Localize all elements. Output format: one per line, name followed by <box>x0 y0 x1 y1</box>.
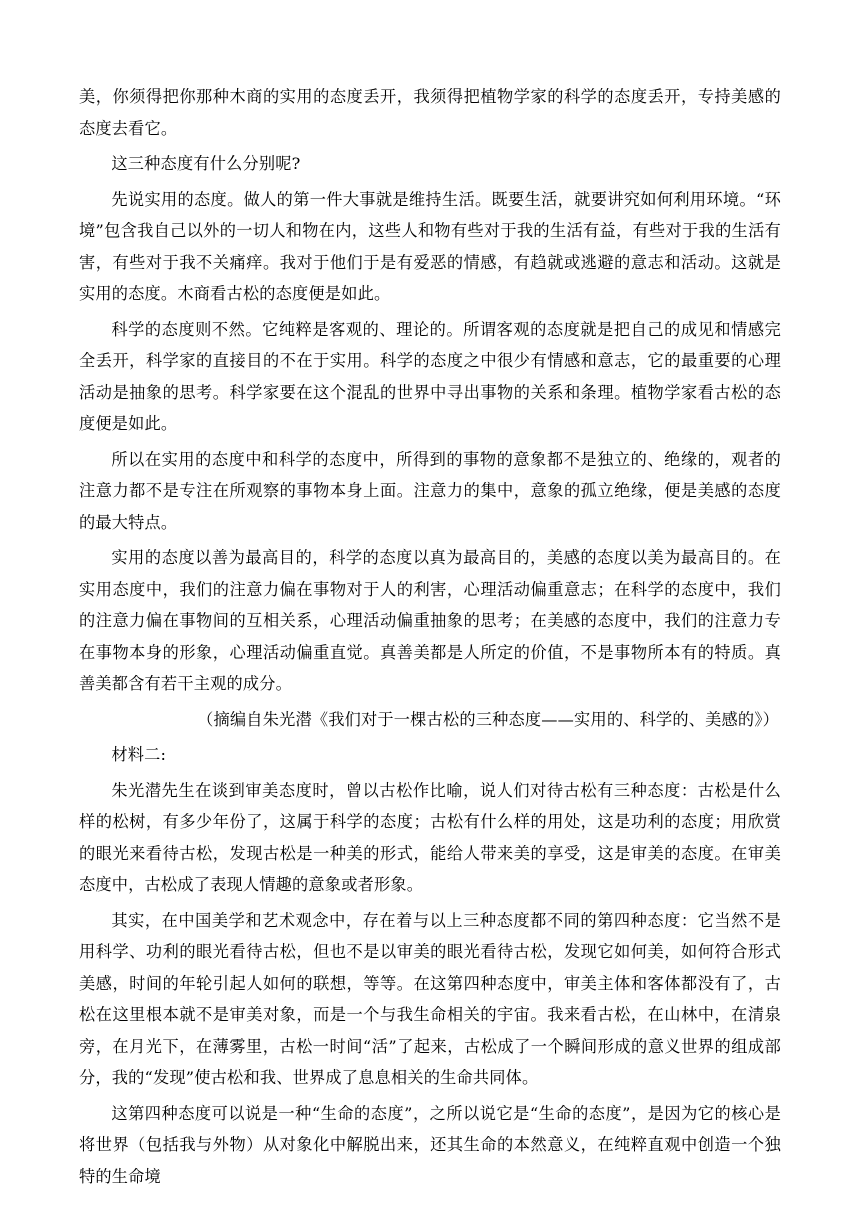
paragraph-question: 这三种态度有什么分别呢? <box>111 154 301 173</box>
source-citation: （摘编自朱光潜《我们对于一棵古松的三种态度——实用的、科学的、美感的》） <box>197 709 779 729</box>
paragraph-values: 实用的态度以善为最高目的，科学的态度以真为最高目的，美感的态度以美为最高目的。在实用态度中，我们的注意力偏在事物对于人的利害，心理活动偏重意志；在科学的态度中，我们的注意力偏在事物间的互相关系，心理活动偏重抽象的思考；在美感的态度中，我们的注意力专在事物本身的形象，心理活动偏重直觉。真善美都是人所定的价值，不是事物所本有的特质。真善美都含有若干主观的成分。 <box>79 548 781 693</box>
paragraph-zhu-guangqian: 朱光潜先生在谈到审美态度时，曾以古松作比喻，说人们对待古松有三种态度：古松是什么样的松树，有多少年份了，这属于科学的态度；古松有什么样的用处，这是功利的态度；用欣赏的眼光来看待古松，发现古松是一种美的形式，能给人带来美的享受，这是审美的态度。在审美态度中，古松成了表现人情趣的意象或者形象。 <box>79 780 781 894</box>
paragraph-fourth-attitude: 其实，在中国美学和艺术观念中，存在着与以上三种态度都不同的第四种态度：它当然不是用科学、功利的眼光看待古松，但也不是以审美的眼光看待古松，发现它如何美，如何符合形式美感，时间的年轮引起人如何的联想，等等。在这第四种态度中，审美主体和客体都没有了，古松在这里根本就不是审美对象，而是一个与我生命相关的宇宙。我来看古松，在山林中，在清泉旁，在月光下，在薄雾里，古松一时间“活”了起来，古松成了一个瞬间形成的意义世界的组成部分，我的“发现”使古松和我、世界成了息息相关的生命共同体。 <box>79 910 781 1087</box>
paragraph-scientific-attitude: 科学的态度则不然。它纯粹是客观的、理论的。所谓客观的态度就是把自己的成见和情感完全丢开，科学家的直接目的不在于实用。科学的态度之中很少有情感和意志，它的最重要的心理活动是抽象的思考。科学家要在这个混乱的世界中寻出事物的关系和条理。植物学家看古松的态度便是如此。 <box>79 319 781 433</box>
paragraph-continuation: 美，你须得把你那种木商的实用的态度丢开，我须得把植物学家的科学的态度丢开，专持美感的态度去看它。 <box>79 87 781 138</box>
paragraph-life-attitude: 这第四种态度可以说是一种“生命的态度”，之所以说它是“生命的态度”，是因为它的核心是将世界（包括我与外物）从对象化中解脱出来，还其生命的本然意义，在纯粹直观中创造一个独特的生命境 <box>79 1103 781 1186</box>
document-page <box>79 81 781 1196</box>
material-two-heading: 材料二: <box>111 745 167 764</box>
paragraph-practical-attitude: 先说实用的态度。做人的第一件大事就是维持生活。既要生活，就要讲究如何利用环境。“环境”包含我自己以外的一切人和物在内，这些人和物有些对于我的生活有益，有些对于我的生活有害，有些对于我不关痛痒。我对于他们于是有爱恶的情感，有趋就或逃避的意志和活动。这就是实用的态度。木商看古松的态度便是如此。 <box>79 189 781 303</box>
paragraph-attention: 所以在实用的态度中和科学的态度中，所得到的事物的意象都不是独立的、绝缘的，观者的注意力都不是专注在所观察的事物本身上面。注意力的集中，意象的孤立绝缘，便是美感的态度的最大特点。 <box>79 449 781 532</box>
